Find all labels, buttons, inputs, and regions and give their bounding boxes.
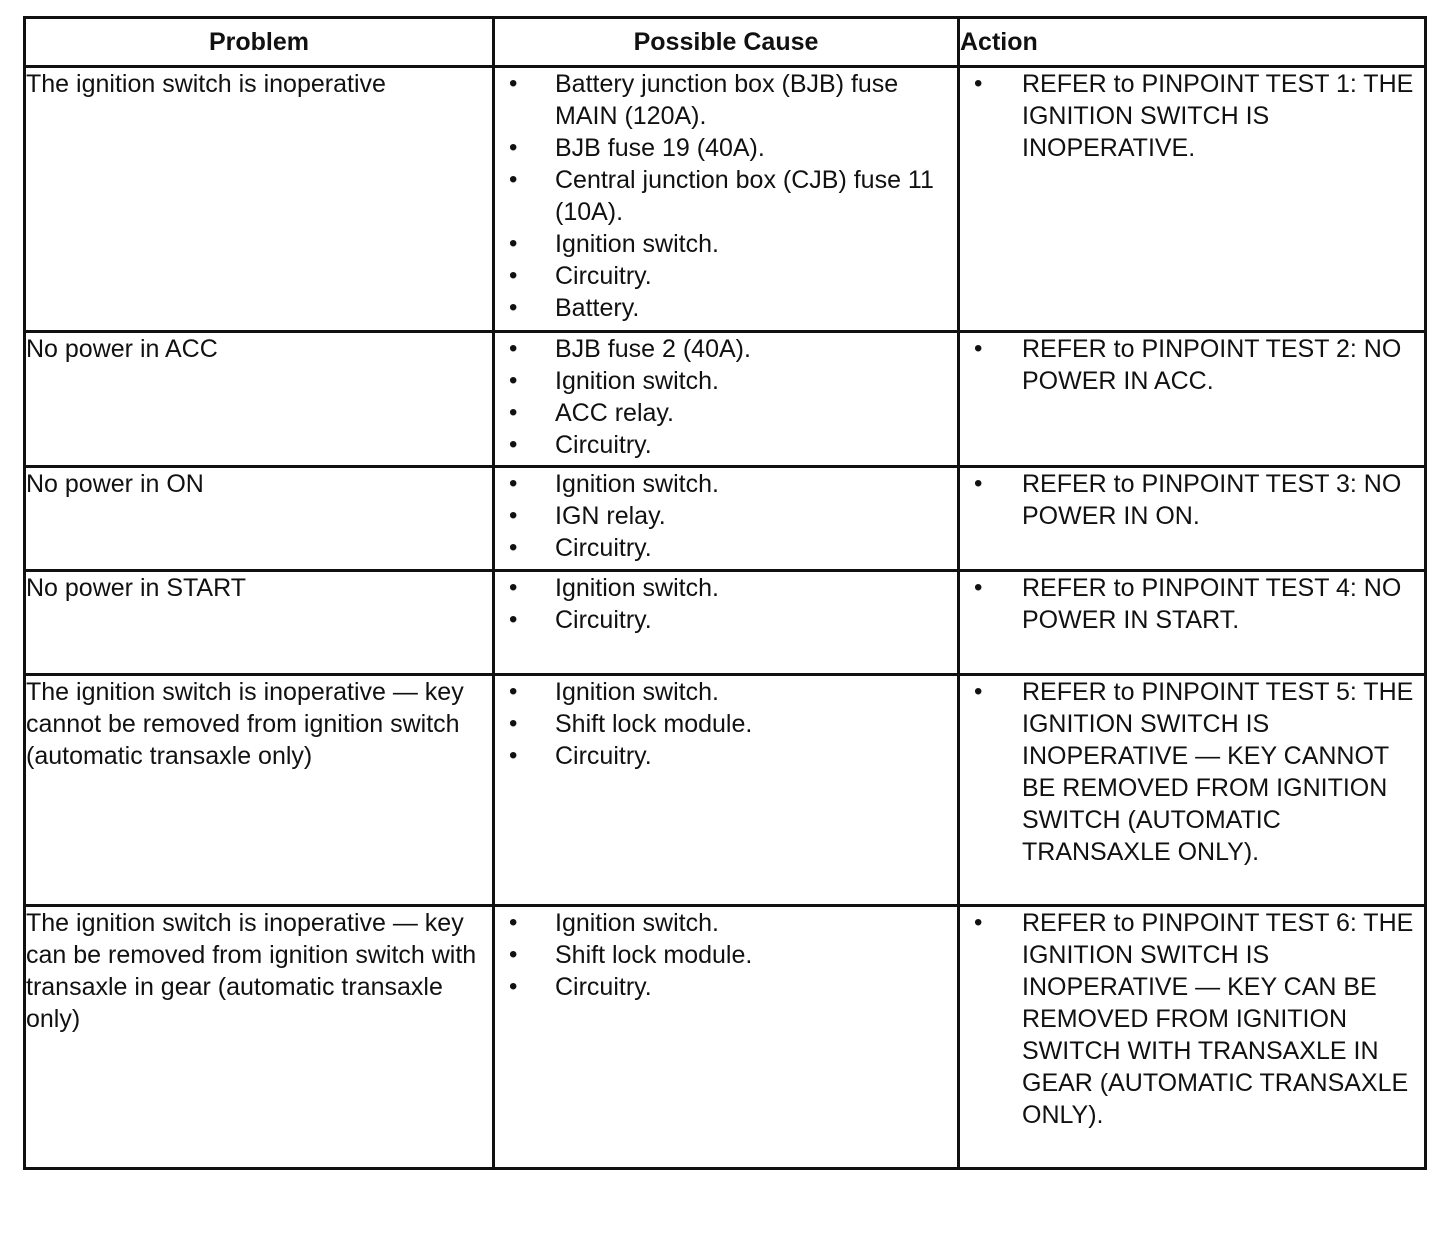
cause-item: • Ignition switch.	[495, 365, 957, 397]
cause-list	[495, 468, 957, 564]
cause-item: • BJB fuse 2 (40A).	[495, 333, 957, 365]
cause-item: • IGN relay.	[495, 500, 957, 532]
cause-item: • Circuitry.	[495, 532, 957, 564]
table-row	[25, 332, 1426, 467]
table-row	[25, 675, 1426, 906]
problem-cell: The ignition switch is inoperative	[25, 67, 494, 332]
action-item: • REFER to PINPOINT TEST 2: NO POWER IN ACC.	[960, 333, 1424, 397]
cause-item: • Circuitry.	[495, 260, 957, 292]
symptom-chart	[23, 16, 1424, 1170]
action-list	[960, 468, 1424, 532]
action-list	[960, 572, 1424, 636]
cause-item: • Ignition switch.	[495, 907, 957, 939]
header-problem: Problem	[25, 18, 494, 67]
cause-list	[495, 68, 957, 324]
problem-cell: The ignition switch is inoperative — key cannot be removed from ignition switch (automatic transaxle only)	[25, 675, 494, 906]
action-list	[960, 68, 1424, 164]
action-cell	[959, 571, 1426, 675]
cause-cell	[494, 67, 959, 332]
cause-cell	[494, 906, 959, 1169]
cause-item: • Ignition switch.	[495, 468, 957, 500]
cause-list	[495, 333, 957, 461]
action-item: • REFER to PINPOINT TEST 4: NO POWER IN START.	[960, 572, 1424, 636]
cause-item: • Ignition switch.	[495, 676, 957, 708]
cause-item: • Circuitry.	[495, 740, 957, 772]
cause-cell	[494, 332, 959, 467]
action-item: • REFER to PINPOINT TEST 1: THE IGNITION SWITCH IS INOPERATIVE.	[960, 68, 1424, 164]
table-row	[25, 906, 1426, 1169]
problem-cell: No power in ACC	[25, 332, 494, 467]
action-list	[960, 907, 1424, 1131]
cause-cell	[494, 467, 959, 571]
cause-cell	[494, 571, 959, 675]
action-item: • REFER to PINPOINT TEST 3: NO POWER IN ON.	[960, 468, 1424, 532]
symptom-table	[23, 16, 1427, 1170]
cause-item: • BJB fuse 19 (40A).	[495, 132, 957, 164]
header-action: Action	[959, 18, 1426, 67]
action-cell	[959, 67, 1426, 332]
cause-item: • Battery junction box (BJB) fuse MAIN (120A).	[495, 68, 957, 132]
action-item: • REFER to PINPOINT TEST 6: THE IGNITION SWITCH IS INOPERATIVE — KEY CAN BE REMOVED FROM IGNITION SWITCH WITH TRANSAXLE IN GEAR (AUTOMATIC TRANSAXLE ONLY).	[960, 907, 1424, 1131]
cause-item: • Circuitry.	[495, 604, 957, 636]
cause-item: • Battery.	[495, 292, 957, 324]
action-cell	[959, 467, 1426, 571]
cause-item: • Circuitry.	[495, 971, 957, 1003]
table-row	[25, 467, 1426, 571]
header-row	[25, 18, 1426, 67]
cause-cell	[494, 675, 959, 906]
action-list	[960, 676, 1424, 868]
action-cell	[959, 675, 1426, 906]
cause-item: • Ignition switch.	[495, 228, 957, 260]
action-item: • REFER to PINPOINT TEST 5: THE IGNITION SWITCH IS INOPERATIVE — KEY CANNOT BE REMOVED FROM IGNITION SWITCH (AUTOMATIC TRANSAXLE ONLY).	[960, 676, 1424, 868]
cause-item: • Central junction box (CJB) fuse 11 (10A).	[495, 164, 957, 228]
cause-item: • Ignition switch.	[495, 572, 957, 604]
problem-cell: The ignition switch is inoperative — key can be removed from ignition switch with transaxle in gear (automatic transaxle only)	[25, 906, 494, 1169]
cause-list	[495, 907, 957, 1003]
table-row	[25, 571, 1426, 675]
action-cell	[959, 332, 1426, 467]
cause-list	[495, 676, 957, 772]
action-list	[960, 333, 1424, 397]
header-possible-cause: Possible Cause	[494, 18, 959, 67]
cause-item: • Circuitry.	[495, 429, 957, 461]
table-row	[25, 67, 1426, 332]
cause-item: • Shift lock module.	[495, 939, 957, 971]
cause-list	[495, 572, 957, 636]
problem-cell: No power in START	[25, 571, 494, 675]
action-cell	[959, 906, 1426, 1169]
cause-item: • Shift lock module.	[495, 708, 957, 740]
problem-cell: No power in ON	[25, 467, 494, 571]
cause-item: • ACC relay.	[495, 397, 957, 429]
